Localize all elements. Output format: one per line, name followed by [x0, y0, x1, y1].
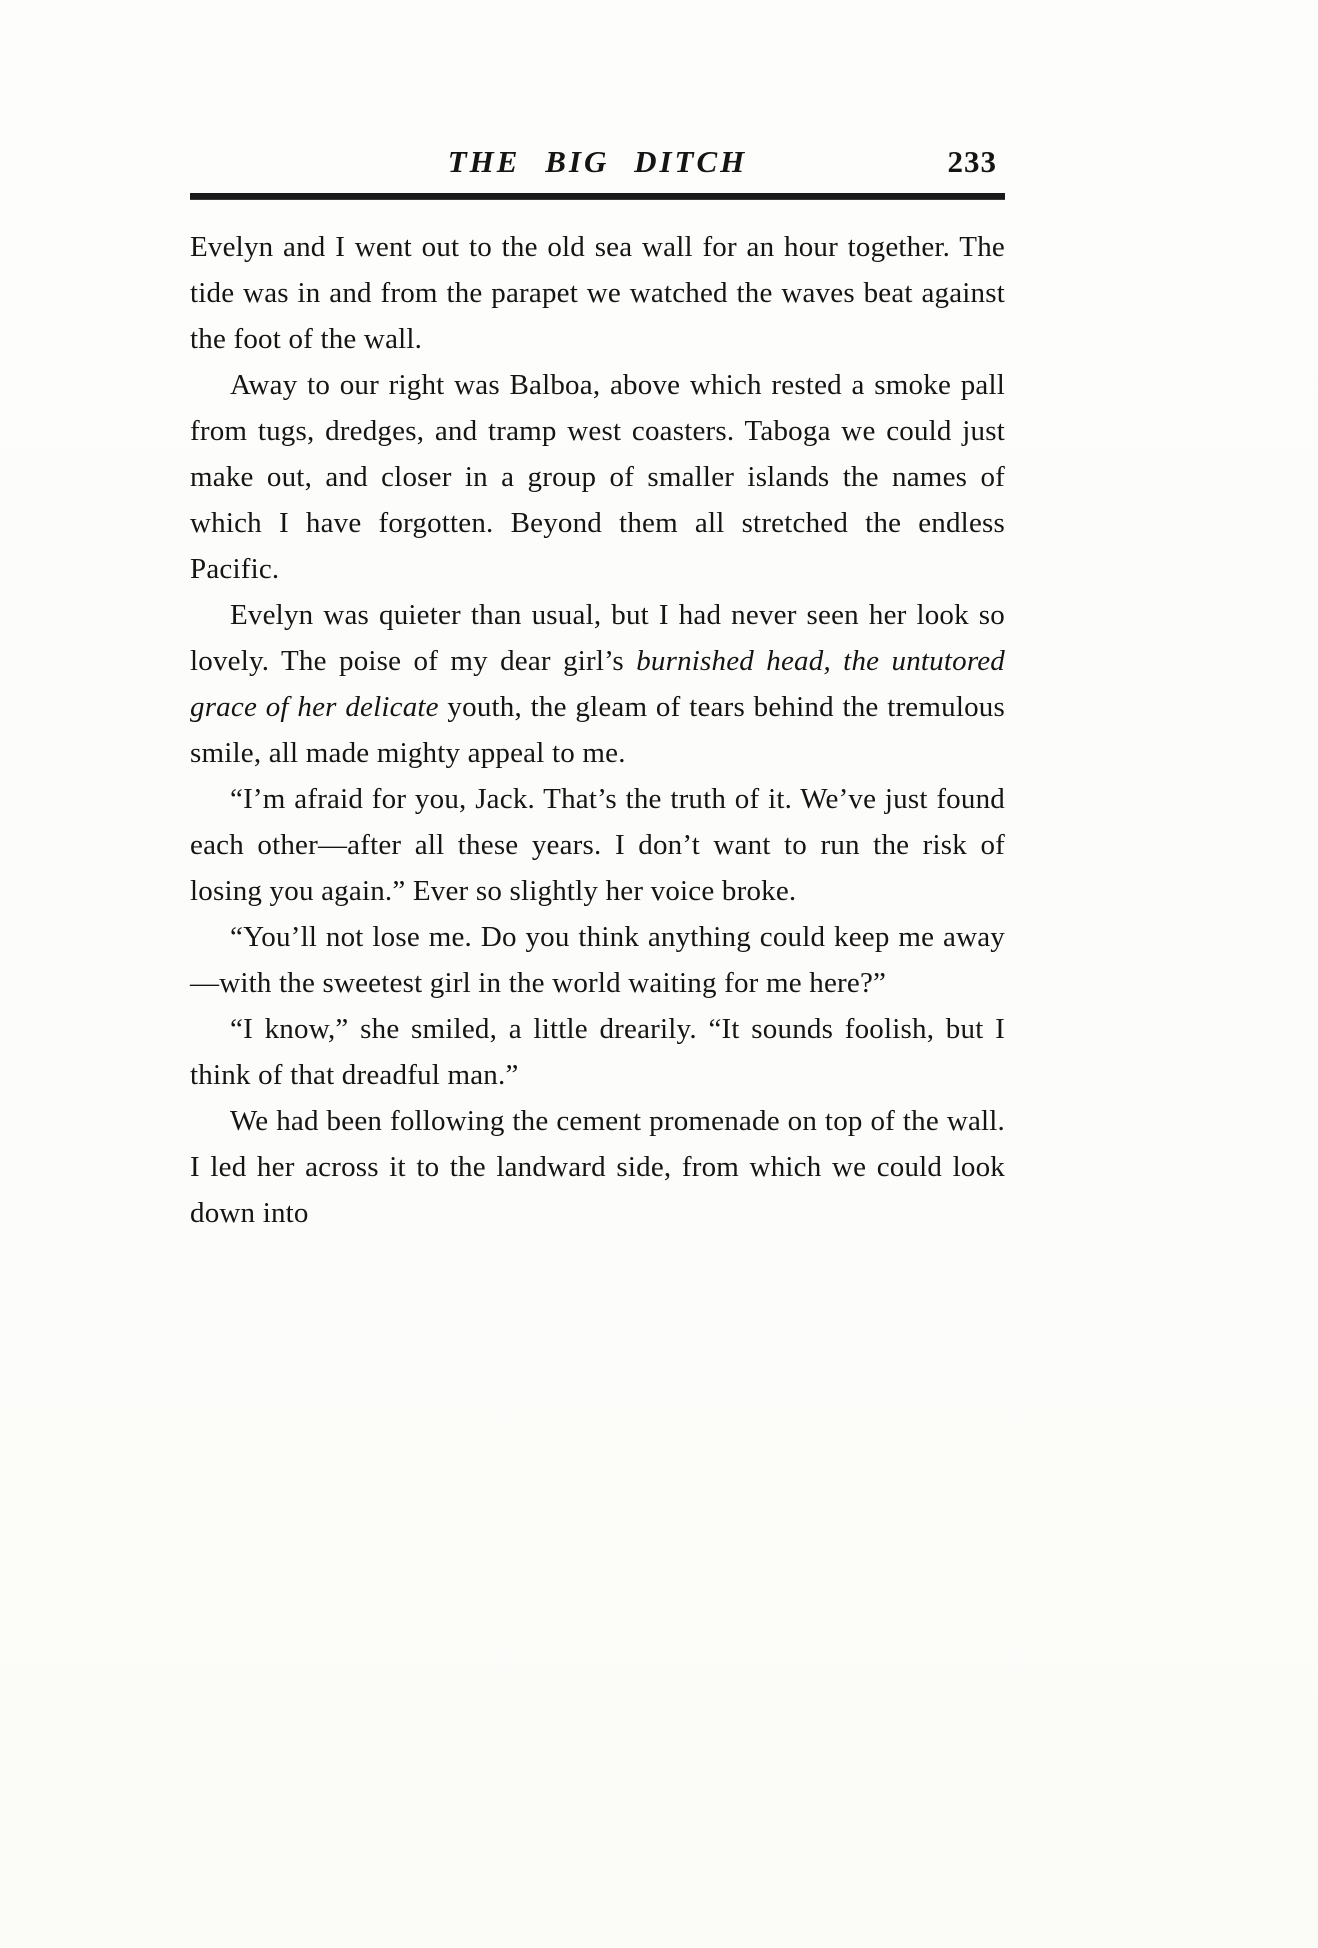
- page-body: [190, 224, 1005, 1236]
- running-header-title: THE BIG DITCH: [447, 144, 748, 179]
- paragraph-1: Evelyn and I went out to the old sea wall for an hour together. The tide was in and from the parapet we watched the waves beat against the foot of the wall.: [190, 231, 1005, 355]
- paragraph-5: “You’ll not lose me. Do you think anything could keep me away—with the sweetest girl in the world waiting for me here?”: [190, 921, 1005, 999]
- paragraph-3-italic-segment: burnished head, the untutored grace of her delicate: [190, 645, 1006, 723]
- page-number: 233: [947, 144, 997, 179]
- paragraph-2: Away to our right was Balboa, above which rested a smoke pall from tugs, dredges, and tramp west coasters. Taboga we could just make out, and closer in a group of smaller islands the names of which I have forgotten. Beyond them all stretched the endless Pacific.: [190, 369, 1005, 585]
- paragraph-3-segment-1: Evelyn was quieter than usual, but I had never seen her look so lovely. The poise of my dear girl’s: [190, 599, 1005, 677]
- paragraph-3: [190, 592, 1005, 776]
- paragraph-4: “I’m afraid for you, Jack. That’s the truth of it. We’ve just found each other—after all these years. I don’t want to run the risk of losing you again.” Ever so slightly her voice broke.: [190, 783, 1005, 907]
- paragraph-6: “I know,” she smiled, a little drearily. “It sounds foolish, but I think of that dreadful man.”: [190, 1013, 1005, 1091]
- page-content: [190, 142, 1005, 1236]
- paragraph-7: We had been following the cement promenade on top of the wall. I led her across it to the landward side, from which we could look down into: [190, 1105, 1005, 1229]
- header-rule: [190, 193, 1005, 200]
- running-header: [190, 142, 1005, 186]
- paragraph-3-segment-2: youth, the gleam of tears behind the tremulous smile, all made mighty appeal to me.: [190, 691, 1005, 769]
